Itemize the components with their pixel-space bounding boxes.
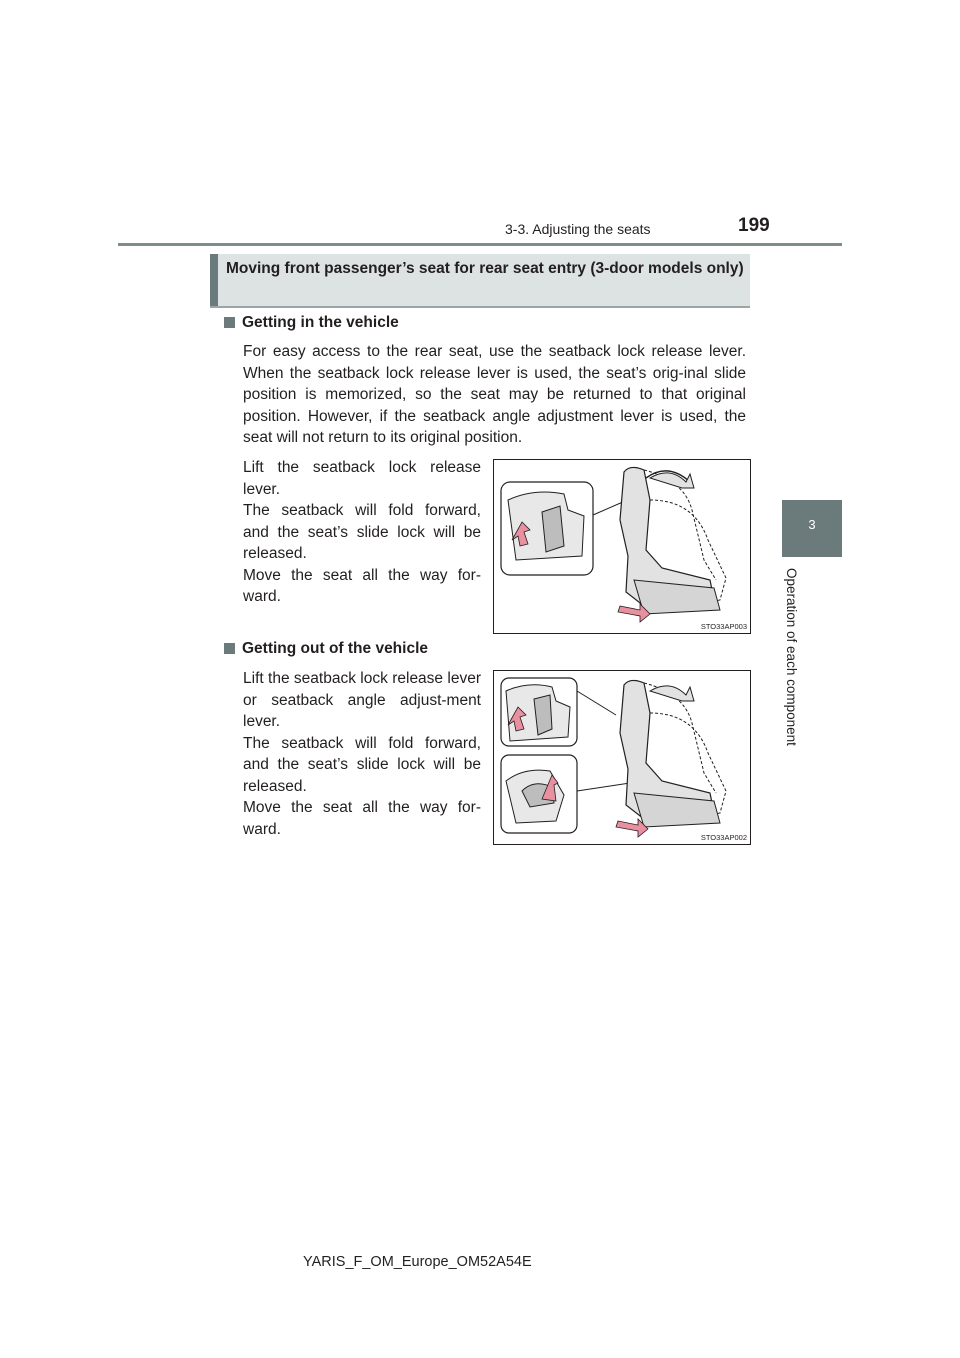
step-text: Lift the seatback lock release lever or seatback angle adjust-ment lever. [243, 670, 481, 730]
footer-document-code: YARIS_F_OM_Europe_OM52A54E [303, 1254, 532, 1270]
getting-out-steps [243, 668, 481, 840]
figure-seat-lift-two-levers [493, 670, 751, 845]
subheading-getting-out [224, 640, 428, 658]
step-text: The seatback will fold forward, and the seat’s slide lock will be released. [243, 734, 481, 795]
step-text: Move the seat all the way for-ward. [243, 566, 481, 605]
title-accent-bar [210, 254, 218, 306]
section-title: Moving front passenger’s seat for rear seat entry (3-door models only) [226, 260, 744, 277]
header-section-title: 3-3. Adjusting the seats [505, 221, 651, 237]
subheading-getting-out-text: Getting out of the vehicle [242, 640, 429, 657]
step-text: Move the seat all the way for-ward. [243, 799, 481, 838]
seat-illustration-1 [494, 460, 750, 633]
chapter-label [783, 568, 803, 768]
figure-seat-lift-lever [493, 459, 751, 634]
step-text: Lift the seatback lock release lever. [243, 459, 481, 498]
figure-code: STO33AP002 [700, 833, 747, 842]
seat-illustration-2 [494, 671, 750, 844]
chapter-label-text: Operation of each component [784, 568, 799, 746]
page-number: 199 [738, 215, 770, 236]
chapter-number: 3 [808, 517, 816, 532]
figure-code: STO33AP003 [700, 622, 747, 631]
step-text: The seatback will fold forward, and the seat’s slide lock will be released. [243, 502, 481, 562]
subheading-getting-in [224, 314, 399, 332]
square-bullet-icon [224, 643, 235, 654]
getting-in-paragraph: For easy access to the rear seat, use the seatback lock release lever. When the seatback lock release lever is used, the seat’s orig-inal slide position is memorized, so the seat may be returned to that original position. However, if the seatback angle adjustment lever is used, the seat will not return to its original position. [243, 343, 746, 446]
header-rule [118, 243, 842, 246]
square-bullet-icon [224, 317, 235, 328]
title-rule [210, 306, 750, 308]
subheading-getting-in-text: Getting in the vehicle [242, 314, 399, 331]
getting-in-steps [243, 457, 481, 608]
